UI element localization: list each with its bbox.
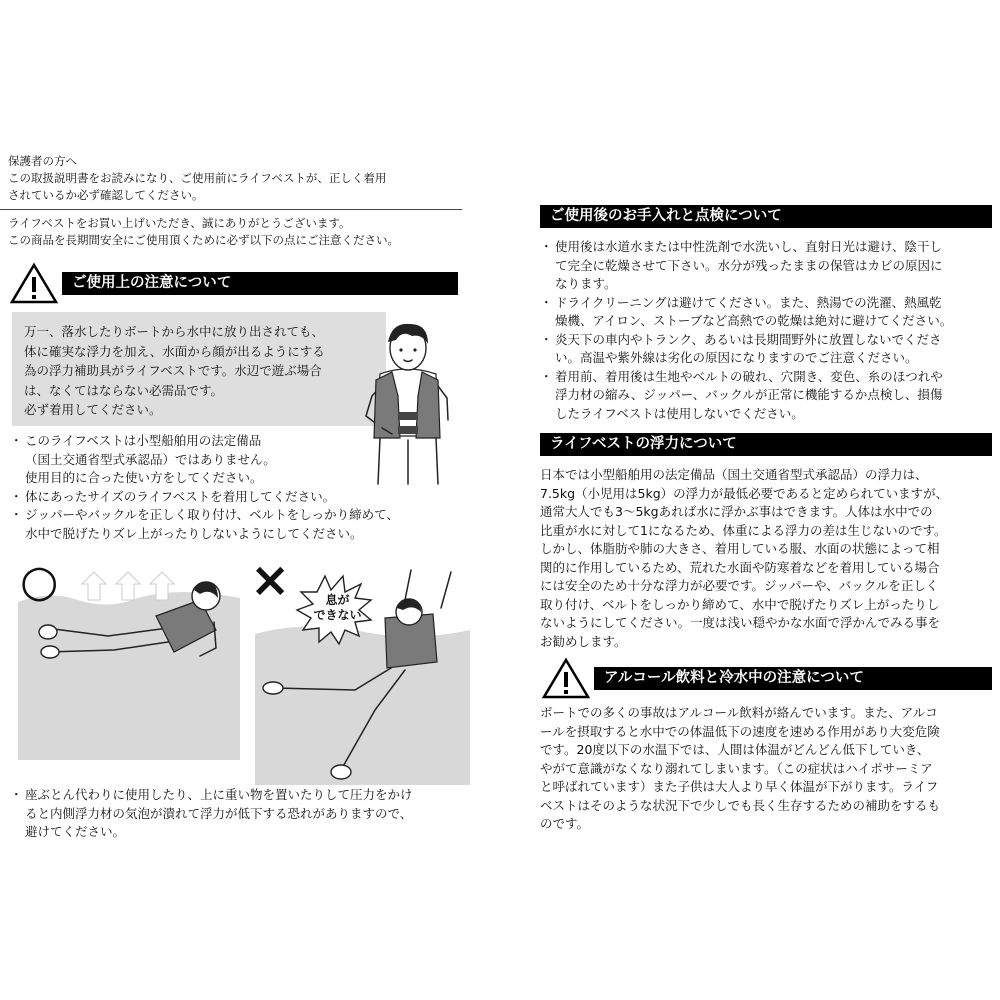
caution-box-line: 為の浮力補助具がライフベストです。水辺で遊ぶ場合 — [24, 363, 322, 378]
caution-box-line: 必ず着用してください。 — [24, 402, 162, 417]
list-item: ・ このライフベストは小型船舶用の法定備品 （国土交通省型式承認品）ではありません。 使用目的に合った使い方をしてください。 — [10, 432, 470, 488]
list-item: ・ 使用後は水道水または中性洗剤で水洗いし、直射日光は避け、陰干し て完全に乾燥させて下さい。水分が残ったままの保管はカビの原因に なります。 — [540, 238, 995, 294]
pressure-warning — [10, 786, 472, 842]
guardian-line: されているか必ず確認してください。 — [8, 188, 204, 202]
cannot-breathe-label: 息が できない — [313, 593, 362, 622]
thanks-line: ライフベストをお買い上げいただき、誠にありがとうございます。 — [8, 216, 351, 230]
warning-triangle-icon — [10, 262, 58, 304]
correct-mark: ○ — [20, 556, 59, 607]
caution-box-line: 万一、落水したりボートから水中に放り出されても、 — [24, 324, 325, 339]
list-item: ・ 着用前、着用後は生地やベルトの破れ、穴開き、変色、糸のほつれや 浮力材の縮み、ジッパー、バックルが正常に機能するか点検し、損傷 したライフベストは使用しないでください。 — [540, 368, 995, 424]
list-item: ・ 炎天下の車内やトランク、あるいは長期間野外に放置しないでくださ い。高温や紫外線は劣化の原因になりますのでご注意ください。 — [540, 331, 995, 368]
buoyancy-heading: ライフベストの浮力について — [540, 433, 992, 456]
list-item: ・ ドライクリーニングは避けてください。また、熱湯での洗濯、熱風乾 燥機、アイロン、ストーブなど高熱での乾燥は絶対に避けてください。 — [540, 294, 995, 331]
thanks-line: この商品を長期間安全にご使用頂くために必ず以下の点にご注意ください。 — [8, 233, 399, 247]
warning-triangle-icon — [542, 657, 590, 699]
caution-box-line: 体に確実な浮力を加え、水面から顔が出るようにする — [24, 343, 325, 359]
divider — [0, 209, 462, 210]
alcohol-text: ボートでの多くの事故はアルコール飲料が絡んでいます。また、アルコ ールを摂取すると水中での体温低下の速度を速める作用があり大変危険 です。20度以下の水温下では、人間は体温がどんどん低下していき、 やがて意識がなくなり溺れてしまいます。（この症状はハイポサーミア と呼ばれています）また子供は大人より早く体温が下がります。ライフ ベストはそのような状況下で少しでも長く生存するための補助をするも のです。 — [540, 705, 941, 831]
caution-bullets — [10, 432, 470, 543]
list-item: ・ ジッパーやバックルを正しく取り付け、ベルトをしっかり締めて、 水中で脱げたりズレ上がったりしないようにしてください。 — [10, 506, 470, 543]
caution-box-line: は、なくてはならない必需品です。 — [24, 382, 224, 398]
alcohol-heading: アルコール飲料と冷水中の注意について — [594, 667, 992, 690]
care-heading: ご使用後のお手入れと点検について — [540, 205, 992, 228]
guardian-notice — [8, 153, 448, 204]
buoyancy-text: 日本では小型船舶用の法定備品（国土交通省型式承認品）の浮力は、 7.5kg（小児用は5kg）の浮力が最低必要であると定められていますが、 通常大人でも3～5kgあれば水に浮かぶ事はできます。人体は水中での 比重が水に対して1になるため、体重による浮力の差は生じないのです。 しかし、体脂肪や肺の大きさ、着用している服、水面の状態によって相 関的に作用しているため、荒れた水面や防寒着などを着用している場合 には安全のため十分な浮力が必要です。ジッパーや、バックルを正しく 取り付け、ベルトをしっかり締めて、水中で脱げたりズレ上がったりし ないようにしてください。一度は浅い穏やかな水面で浮かんでみる事を お勧めします。 — [540, 467, 949, 649]
thanks-notice — [8, 215, 463, 249]
guardian-line: この取扱説明書をお読みになり、ご使用前にライフベストが、正しく着用 — [8, 171, 387, 185]
guardian-title: 保護者の方へ — [8, 154, 77, 168]
care-bullets — [540, 238, 995, 423]
caution-box-text — [24, 322, 394, 420]
caution-heading: ご使用上の注意について — [62, 272, 458, 295]
list-item: ・ 座ぶとん代わりに使用したり、上に重い物を置いたりして圧力をかけ ると内側浮力材の気泡が潰れて浮力が低下する恐れがありますので、 避けてください。 — [10, 786, 472, 842]
list-item: ・ 体にあったサイズのライフベストを着用してください。 — [10, 488, 470, 507]
incorrect-mark: × — [250, 552, 291, 608]
